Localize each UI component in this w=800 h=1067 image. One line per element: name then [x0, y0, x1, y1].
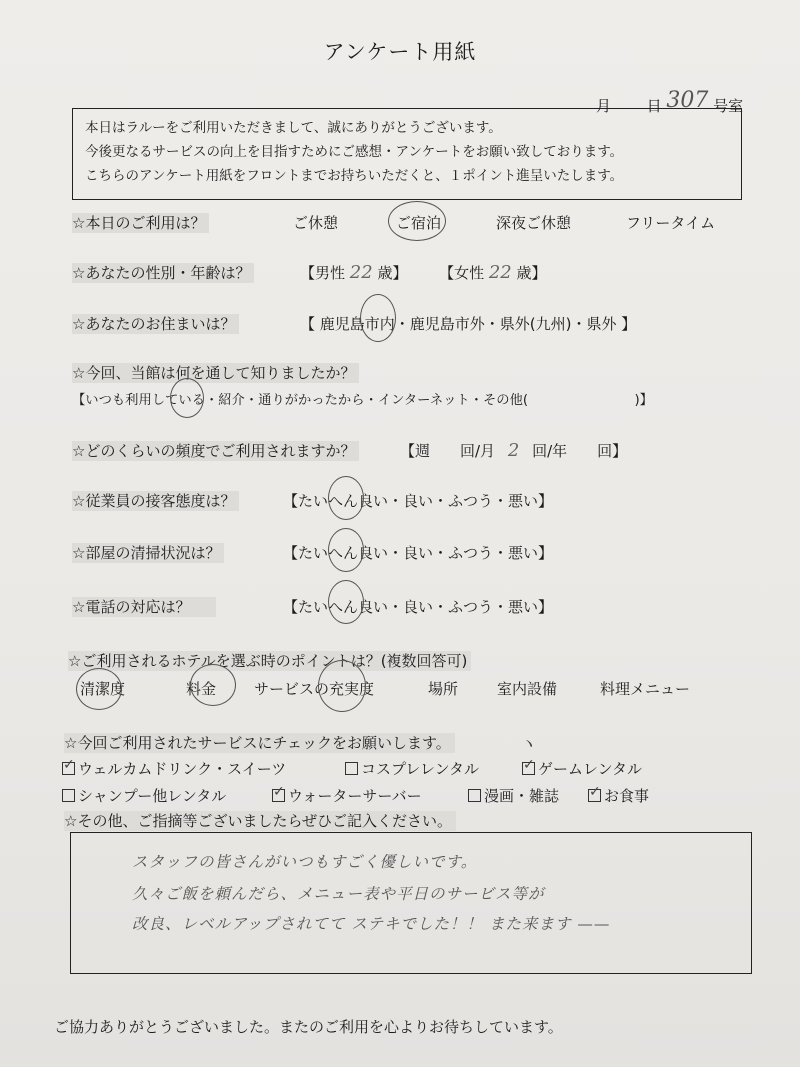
- service-welcome-drink[interactable]: [62, 758, 286, 779]
- footer-thanks: ご協力ありがとうございました。またのご利用を心よりお待ちしています。: [54, 1018, 563, 1036]
- female-label: 【女性: [439, 264, 485, 282]
- female-age-handwritten: 22: [488, 262, 512, 283]
- residence-options[interactable]: 【 鹿児島市内・鹿児島市外・県外(九州)・県外 】: [300, 315, 637, 333]
- selection-circle: [328, 580, 364, 624]
- frequency-year: 回/年 回】: [532, 442, 628, 460]
- checkbox-icon[interactable]: [62, 789, 75, 802]
- checkbox-icon[interactable]: [468, 789, 481, 802]
- question-residence-label: ☆あなたのお住まいは？: [72, 314, 239, 334]
- question-gender-age: [72, 262, 254, 283]
- service-label: ウォーターサーバー: [288, 787, 422, 805]
- selection-circle: [328, 528, 364, 572]
- selection-circle: [190, 664, 236, 706]
- question-source: [72, 362, 359, 383]
- checkbox-icon[interactable]: [588, 789, 601, 802]
- age-unit-female: 歳】: [516, 264, 547, 282]
- selection-circle: [360, 294, 396, 342]
- intro-box: [72, 108, 742, 200]
- point-menu[interactable]: 料理メニュー: [600, 680, 691, 698]
- question-hotel-points-label: ☆ご利用されるホテルを選ぶ時のポイントは？(複数回答可): [68, 651, 471, 671]
- checkbox-icon[interactable]: [62, 762, 75, 775]
- month-label: 月: [596, 97, 612, 115]
- option-rest[interactable]: ご休憩: [293, 214, 339, 232]
- male-label: 【男性: [300, 264, 346, 282]
- question-phone-label: ☆電話の対応は？: [72, 597, 216, 617]
- checkmark-stroke: ヽ: [520, 734, 538, 755]
- frequency-week: 【週 回/月: [400, 442, 496, 460]
- question-cleaning: [72, 542, 224, 563]
- point-cleanliness[interactable]: 清潔度: [80, 680, 126, 698]
- day-label: 日: [646, 97, 662, 115]
- source-options[interactable]: 【いつも利用している・紹介・通りがかったから・インターネット・その他( )】: [72, 393, 653, 408]
- male-age-handwritten: 22: [349, 262, 373, 283]
- checkbox-icon[interactable]: [345, 762, 358, 775]
- service-meal[interactable]: [588, 785, 649, 806]
- cleaning-rating-options[interactable]: 【たいへん良い・良い・ふつう・悪い】: [283, 544, 554, 562]
- question-cleaning-label: ☆部屋の清掃状況は？: [72, 543, 224, 563]
- question-comments: [64, 810, 456, 831]
- question-comments-label: ☆その他、ご指摘等ございましたらぜひご記入ください。: [64, 811, 456, 831]
- comment-line-1: スタッフの皆さんがいつもすごく優しいです。: [132, 853, 478, 871]
- question-frequency: [72, 440, 359, 461]
- gender-age-answers: [300, 262, 547, 283]
- question-staff: [72, 490, 239, 511]
- question-gender-age-label: ☆あなたの性別・年齢は？: [72, 263, 254, 283]
- point-room-facilities[interactable]: 室内設備: [497, 680, 558, 698]
- service-game-rental[interactable]: [522, 758, 642, 779]
- selection-circle: [328, 476, 364, 520]
- service-label: ゲームレンタル: [538, 760, 643, 778]
- intro-line-1: 本日はラルーをご利用いただきまして、誠にありがとうございます。: [85, 120, 502, 136]
- service-shampoo[interactable]: [62, 785, 226, 806]
- point-service[interactable]: サービスの充実度: [254, 680, 375, 698]
- age-unit-male: 歳】: [377, 264, 408, 282]
- service-label: お食事: [604, 787, 650, 805]
- service-label: コスプレレンタル: [361, 760, 480, 778]
- option-free-time[interactable]: フリータイム: [626, 214, 716, 232]
- question-staff-label: ☆従業員の接客態度は？: [72, 491, 239, 511]
- service-label: シャンプー他レンタル: [78, 787, 227, 805]
- selection-circle: [318, 660, 366, 712]
- selection-circle: [76, 668, 122, 710]
- phone-rating-options[interactable]: 【たいへん良い・良い・ふつう・悪い】: [283, 598, 554, 616]
- point-location[interactable]: 場所: [428, 680, 459, 698]
- intro-line-2: 今後更なるサービスの向上を目指すためにご感想・アンケートをお願い致しております。: [85, 144, 624, 160]
- room-label: 号室: [713, 97, 744, 115]
- checkbox-icon[interactable]: [522, 762, 535, 775]
- frequency-answers: [400, 440, 627, 461]
- question-services-label: ☆今回ご利用されたサービスにチェックをお願いします。: [64, 733, 455, 753]
- question-usage-label: ☆本日のご利用は？: [72, 213, 209, 233]
- question-source-label: ☆今回、当館は何を通して知りましたか？: [72, 363, 359, 383]
- question-usage: [72, 212, 209, 233]
- service-manga[interactable]: [468, 785, 559, 806]
- selection-circle: [388, 201, 446, 241]
- selection-circle: [170, 378, 204, 418]
- question-hotel-points: [68, 650, 471, 671]
- staff-rating-options[interactable]: 【たいへん良い・良い・ふつう・悪い】: [283, 492, 554, 510]
- checkbox-icon[interactable]: [272, 789, 285, 802]
- question-phone: [72, 596, 216, 617]
- option-late-rest[interactable]: 深夜ご休憩: [496, 214, 572, 232]
- comment-line-3: 改良、レベルアップされてて ステキでした！！ また来ます ——: [132, 915, 611, 933]
- service-cosplay[interactable]: [345, 758, 479, 779]
- question-residence: [72, 313, 239, 334]
- service-label: 漫画・雑誌: [484, 787, 560, 805]
- frequency-month-handwritten: 2: [507, 440, 520, 461]
- intro-line-3: こちらのアンケート用紙をフロントまでお持ちいただくと、１ポイント進呈いたします。: [85, 168, 624, 184]
- service-water-server[interactable]: [272, 785, 422, 806]
- question-services: [64, 732, 455, 753]
- point-price[interactable]: 料金: [186, 680, 217, 698]
- option-stay[interactable]: ご宿泊: [396, 214, 442, 232]
- room-number-handwritten: 307: [666, 88, 709, 113]
- question-frequency-label: ☆どのくらいの頻度でご利用されますか？: [72, 441, 359, 461]
- service-label: ウェルカムドリンク・スイーツ: [78, 760, 287, 778]
- page-title: アンケート用紙: [323, 40, 477, 64]
- comment-line-2: 久々ご飯を頼んだら、メニュー表や平日のサービス等が: [132, 885, 545, 903]
